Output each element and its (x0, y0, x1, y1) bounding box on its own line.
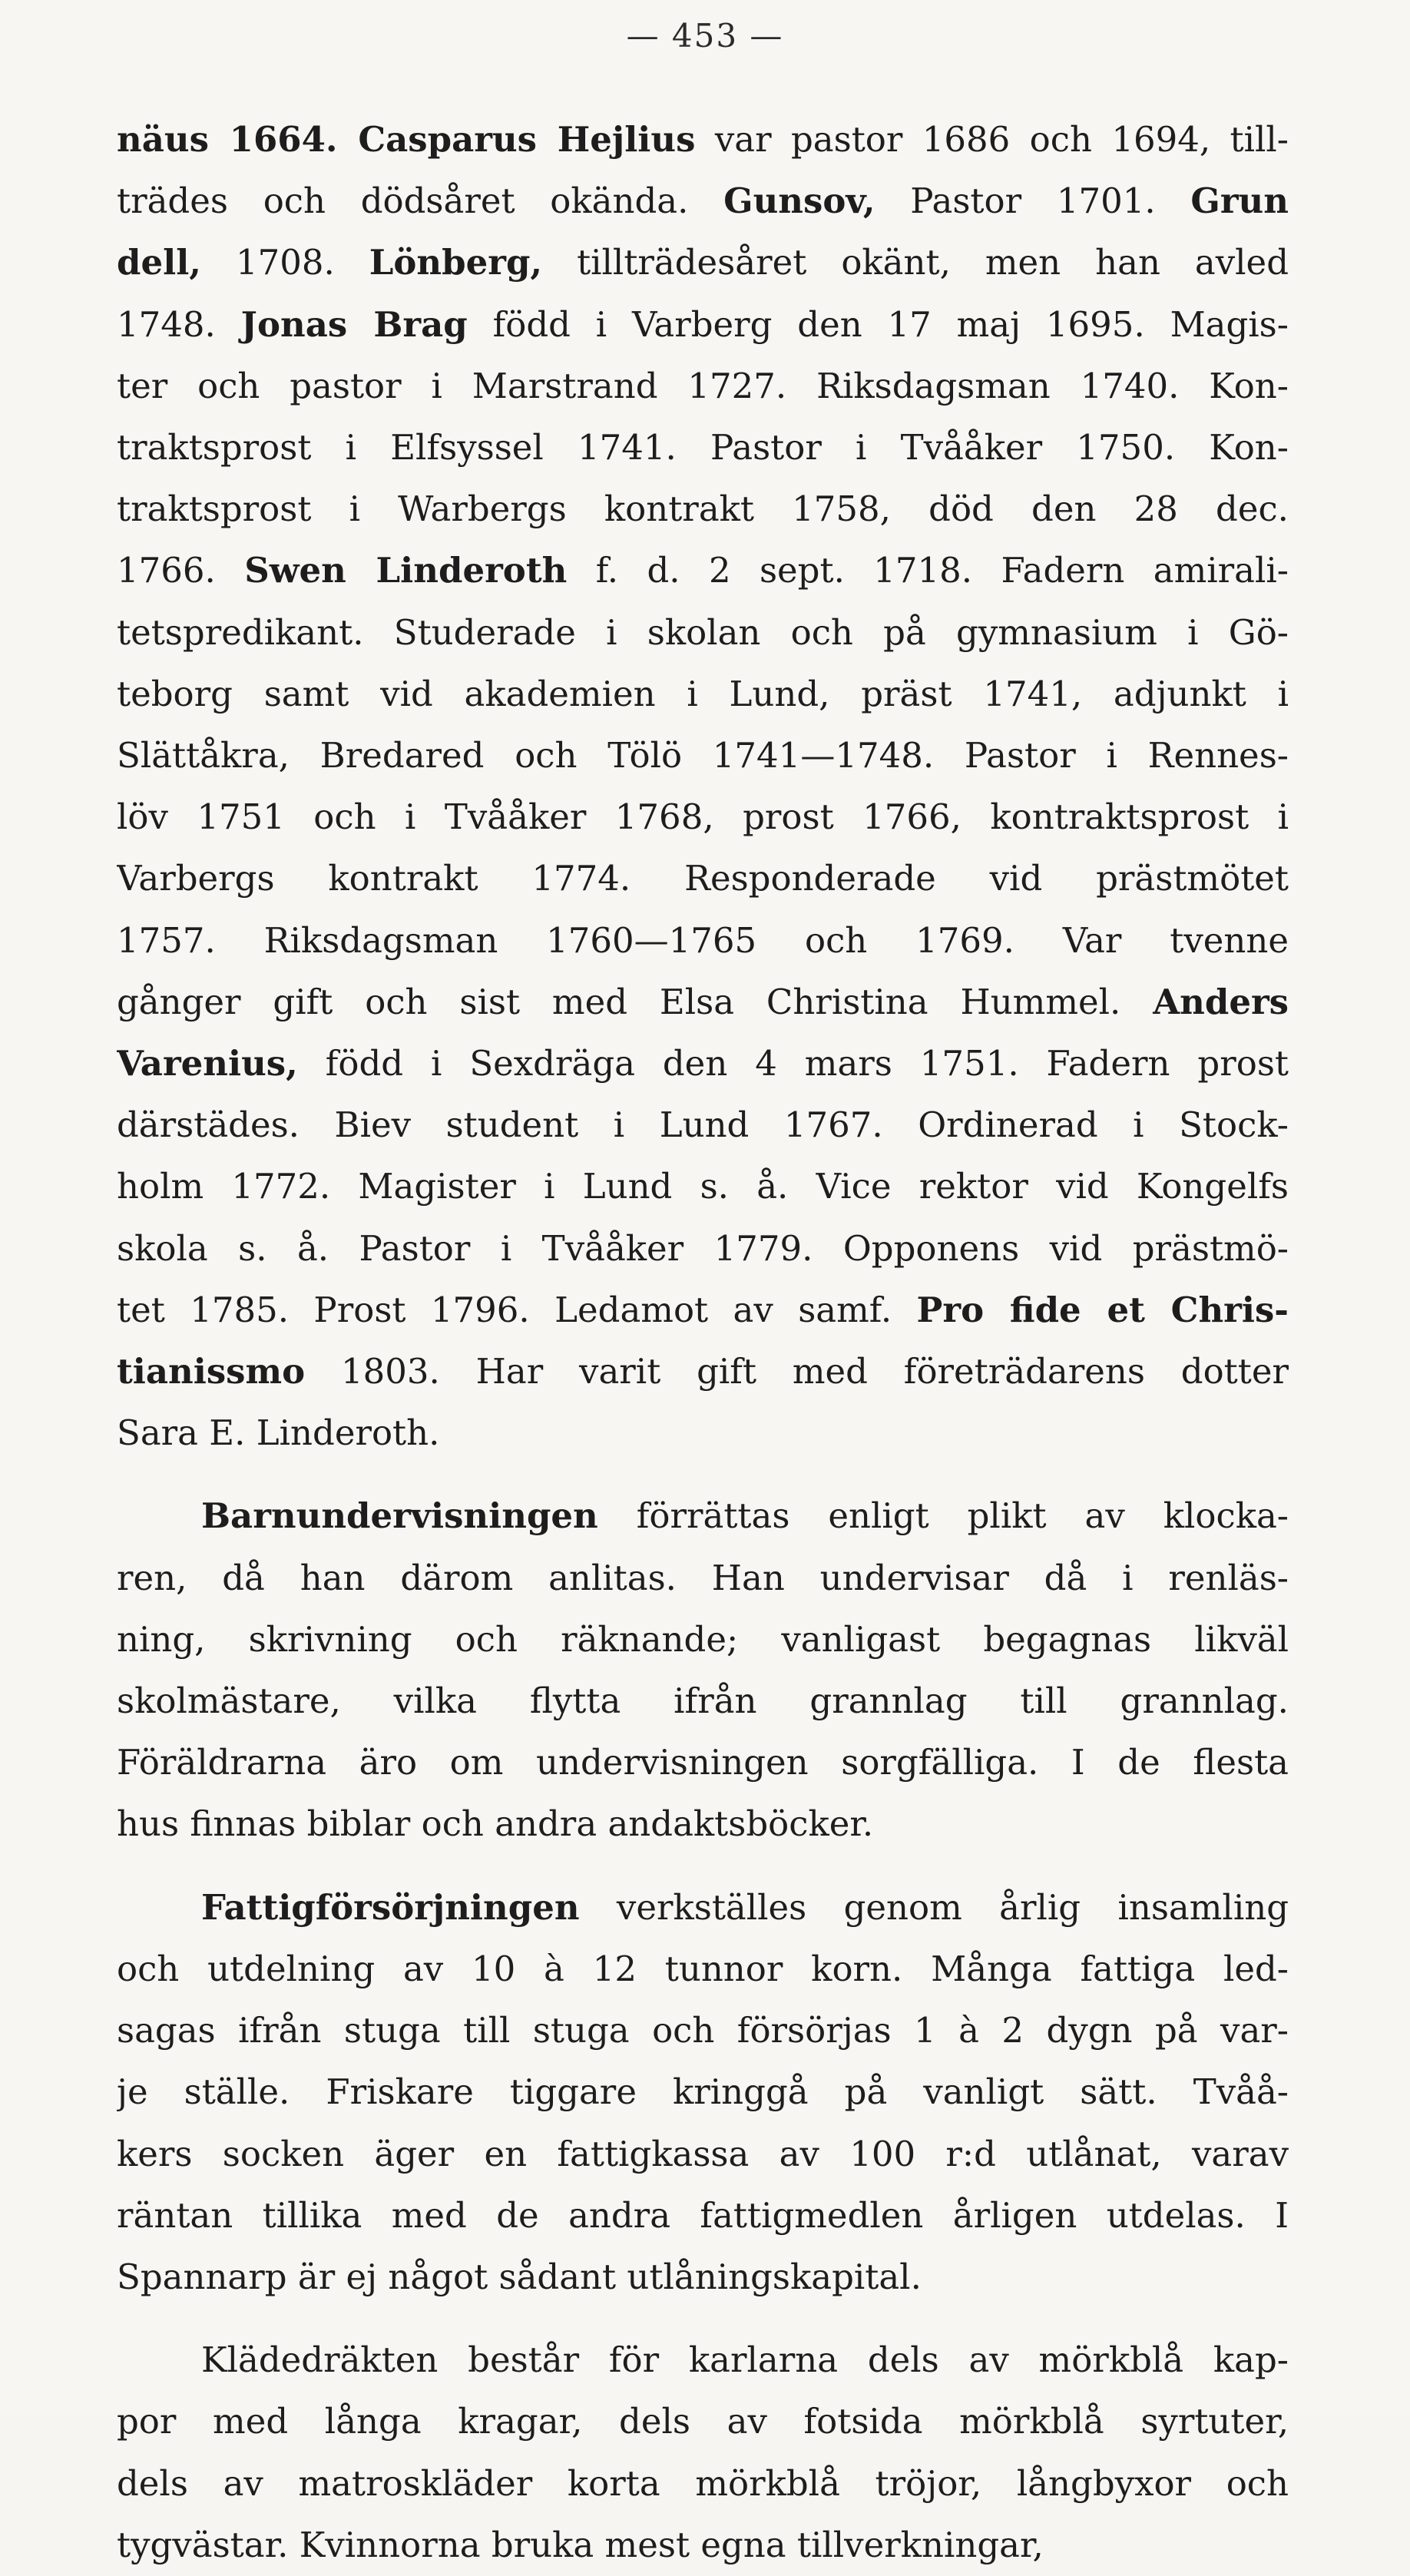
text-run: var pastor 1686 och 1694, till- (695, 119, 1289, 160)
text-run: teborg samt vid akademien i Lund, präst 1741, adjunkt i (117, 673, 1289, 714)
bold-text: Lönberg, (369, 242, 543, 283)
text-line (117, 1670, 1289, 1732)
text-run: tillträdesåret okänt, men han avled (542, 242, 1289, 283)
text-run: Föräldrarna äro om undervisningen sorgfälliga. I de flesta (117, 1742, 1289, 1783)
text-line (117, 1732, 1289, 1793)
text-line (117, 972, 1289, 1033)
bold-text: Swen Linderoth (244, 550, 568, 591)
body-text (117, 109, 1289, 2576)
text-run: och utdelning av 10 à 12 tunnor korn. Många fattiga led- (117, 1948, 1289, 1989)
text-run: sagas ifrån stuga till stuga och försörjas 1 à 2 dygn på var- (117, 2010, 1289, 2051)
text-run: Sara E. Linderoth. (117, 1412, 440, 1454)
text-run: 1766. (117, 550, 245, 591)
bold-text: dell, (117, 242, 201, 283)
text-run: löv 1751 och i Tvååker 1768, prost 1766, kontraktsprost i (117, 796, 1289, 838)
text-run: 1803. Har varit gift med företrädarens dotter (305, 1351, 1289, 1392)
text-line (117, 2000, 1289, 2061)
text-line (117, 2247, 1289, 2308)
text-line (117, 1218, 1289, 1280)
text-run: räntan tillika med de andra fattigmedlen årligen utdelas. I (117, 2194, 1289, 2236)
text-line (117, 786, 1289, 848)
text-line (117, 356, 1289, 417)
text-run: Varbergs kontrakt 1774. Responderade vid prästmötet (117, 858, 1289, 899)
text-line (117, 294, 1289, 356)
text-line (117, 725, 1289, 786)
text-line (117, 1280, 1289, 1341)
text-line (117, 2124, 1289, 2185)
text-line (117, 1033, 1289, 1094)
text-line (117, 540, 1289, 601)
text-run: 1708. (200, 242, 369, 283)
text-line (117, 1341, 1289, 1402)
text-run: verkställes genom årlig insamling (579, 1886, 1289, 1928)
text-line (117, 417, 1289, 478)
text-run: Slättåkra, Bredared och Tölö 1741—1748. Pastor i Rennes- (117, 735, 1289, 776)
text-run: skolmästare, vilka flytta ifrån grannlag till grannlag. (117, 1680, 1289, 1722)
bold-text: Grun (1190, 180, 1289, 222)
text-run: kers socken äger en fattigkassa av 100 r:d utlånat, varav (117, 2133, 1289, 2174)
text-line (117, 2061, 1289, 2123)
text-run: tetspredikant. Studerade i skolan och på gymnasium i Gö- (117, 611, 1289, 653)
text-run: ning, skrivning och räknande; vanligast begagnas likväl (117, 1618, 1289, 1660)
text-run: 1748. (117, 303, 241, 345)
text-run: Spannarp är ej något sådant utlåningskapital. (117, 2256, 922, 2297)
text-line (117, 109, 1289, 171)
text-run: Klädedräkten består för karlarna dels av mörkblå kap- (201, 2339, 1289, 2381)
text-line (117, 1156, 1289, 1217)
text-line (117, 1548, 1289, 1609)
bold-text: Anders (1153, 981, 1289, 1022)
text-run: por med långa kragar, dels av fotsida mörkblå syrtuter, (117, 2401, 1289, 2442)
text-line (117, 2453, 1289, 2515)
text-run: gånger gift och sist med Elsa Christina Hummel. (117, 981, 1153, 1022)
bold-text: Fattigförsörjningen (201, 1886, 580, 1928)
bold-text: tianissmo (117, 1351, 306, 1392)
text-run: tygvästar. Kvinnorna bruka mest egna tillverkningar, (117, 2524, 1044, 2565)
text-run: traktsprost i Elfsyssel 1741. Pastor i Tvååker 1750. Kon- (117, 427, 1289, 469)
text-run: hus finnas biblar och andra andaktsböcker. (117, 1803, 874, 1845)
text-run: 1757. Riksdagsman 1760—1765 och 1769. Var tvenne (117, 919, 1289, 961)
text-line (117, 232, 1289, 293)
text-line (117, 2185, 1289, 2247)
text-line (117, 171, 1289, 232)
bold-text: Casparus Hejlius (358, 119, 696, 160)
text-line (117, 602, 1289, 664)
bold-text: näus 1664. (117, 119, 359, 160)
text-line (117, 910, 1289, 972)
page-number: — 453 — (626, 17, 784, 55)
text-line (117, 2515, 1289, 2576)
text-line (117, 1094, 1289, 1156)
bold-text: Pro fide et Chris- (916, 1289, 1289, 1330)
text-run: ren, då han därom anlitas. Han undervisar då i renläs- (117, 1557, 1289, 1598)
text-run: född i Varberg den 17 maj 1695. Magis- (467, 303, 1289, 345)
text-run: f. d. 2 sept. 1718. Fadern amirali- (567, 550, 1289, 591)
text-line (117, 478, 1289, 540)
text-line (117, 1485, 1289, 1547)
text-line (117, 1609, 1289, 1670)
bold-text: Barnundervisningen (201, 1495, 598, 1537)
text-run: trädes och dödsåret okända. (117, 180, 724, 222)
text-run: dels av matroskläder korta mörkblå tröjor, långbyxor och (117, 2462, 1289, 2504)
text-line (117, 1877, 1289, 1939)
text-run: ter och pastor i Marstrand 1727. Riksdagsman 1740. Kon- (117, 365, 1289, 406)
text-line (117, 2391, 1289, 2452)
text-run: je ställe. Friskare tiggare kringgå på vanligt sätt. Tvåå- (117, 2071, 1289, 2113)
text-line (117, 1939, 1289, 2000)
text-line (117, 1793, 1289, 1855)
text-line (117, 2329, 1289, 2391)
text-run: förrättas enligt plikt av klocka- (597, 1495, 1289, 1537)
bold-text: Gunsov, (723, 180, 875, 222)
bold-text: Varenius, (117, 1043, 298, 1084)
text-run: skola s. å. Pastor i Tvååker 1779. Opponens vid prästmö- (117, 1227, 1289, 1269)
text-run: därstädes. Biev student i Lund 1767. Ordinerad i Stock- (117, 1104, 1289, 1146)
text-line (117, 664, 1289, 725)
bold-text: Jonas Brag (240, 303, 468, 345)
text-run: Pastor 1701. (875, 180, 1191, 222)
text-run: traktsprost i Warbergs kontrakt 1758, död den 28 dec. (117, 488, 1289, 530)
text-run: född i Sexdräga den 4 mars 1751. Fadern prost (297, 1043, 1289, 1084)
text-line (117, 848, 1289, 909)
text-run: tet 1785. Prost 1796. Ledamot av samf. (117, 1289, 917, 1330)
text-run: holm 1772. Magister i Lund s. å. Vice rektor vid Kongelfs (117, 1166, 1289, 1207)
text-line (117, 1402, 1289, 1464)
